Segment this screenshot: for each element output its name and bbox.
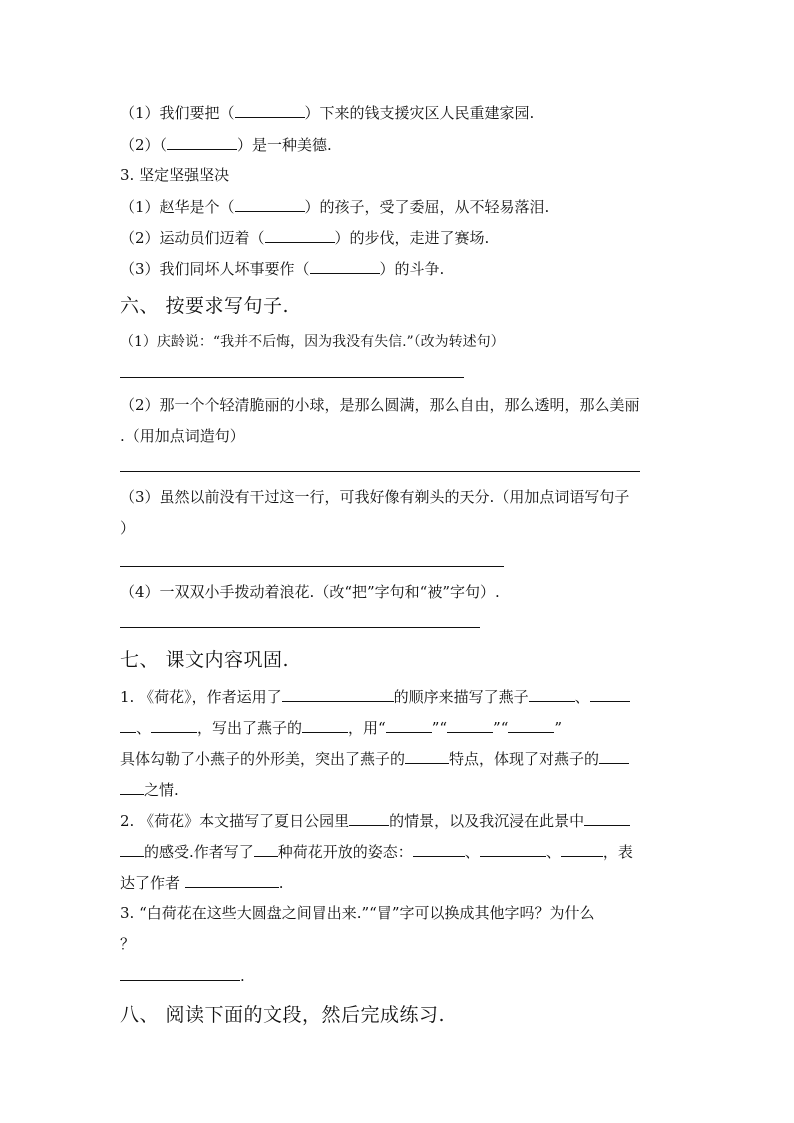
question-text: 的情景，以及我沉浸在此景中 [389,812,585,830]
fill-blank[interactable] [310,258,380,274]
fill-blank[interactable] [508,717,554,733]
question-line [120,965,245,986]
fill-blank[interactable] [302,717,348,733]
question-text: ）的孩子，受了委屈，从不轻易落泪. [304,198,550,216]
question-text: ？ [120,935,136,953]
question-line [120,686,630,707]
fill-blank[interactable] [599,748,629,764]
question-line [120,258,444,279]
question-text: 之情. [144,781,179,799]
question-text: . [278,874,284,892]
fill-blank[interactable] [561,841,603,857]
question-text: （3）我们同坏人坏事要作（ [120,260,310,278]
answer-line[interactable] [120,566,504,567]
question-text: （1）赵华是个（ [120,198,235,216]
question-line [120,196,549,217]
fill-blank[interactable] [584,810,630,826]
question-text: . [240,967,245,985]
fill-blank[interactable] [167,134,237,150]
question-text: ）下来的钱支援灾区人民重建家园. [304,104,535,122]
fill-blank[interactable] [120,841,144,857]
question-text: （2）那一个个轻清脆丽的小球，是那么圆满，那么自由，那么透明，那么美丽 [120,396,640,414]
question-line [120,134,332,155]
question-text: （4）一双双小手拨动着浪花.（改“把”字句和“被”字句）. [120,583,500,601]
question-text: 、 [545,843,561,861]
question-line [120,841,633,862]
question-line [120,779,179,800]
question-text: （2）运动员们迈着（ [120,229,265,247]
question-line [120,748,629,769]
question-text: （1）我们要把（ [120,104,235,122]
question-text: .（用加点词造句） [120,427,245,445]
question-text: 、 [464,843,480,861]
question-line [120,810,630,831]
question-text: 3. “白荷花在这些大圆盘之间冒出来.”“冒”字可以换成其他字吗？为什么 [120,904,595,922]
fill-blank[interactable] [529,686,575,702]
question-text: 2. 《荷花》本文描写了夏日公园里 [120,812,350,830]
fill-blank[interactable] [447,717,493,733]
fill-blank[interactable] [265,227,335,243]
question-text: 种荷花开放的姿态： [277,843,413,861]
section-title: 八、 阅读下面的文段，然后完成练习. [120,1004,446,1026]
fill-blank[interactable] [185,872,279,888]
question-heading: 3. 坚定坚强坚决 [120,166,230,184]
fill-blank[interactable] [590,686,630,702]
question-text: 特点，体现了对燕子的 [449,750,600,768]
question-text: ”“ [431,719,448,737]
fill-blank[interactable] [120,779,144,795]
fill-blank[interactable] [120,965,240,981]
question-text: （3）虽然以前没有干过这一行，可我好像有剃头的天分.（用加点词语写句子 [120,488,630,506]
question-text: （1）庆龄说：“我并不后悔，因为我没有失信.”（改为转述句） [120,334,505,350]
question-text: 1. 《荷花》，作者运用了 [120,688,282,706]
answer-line[interactable] [120,377,464,378]
question-text: 、 [136,719,152,737]
section-title: 七、 课文内容巩固. [120,649,290,671]
question-line [120,227,489,248]
answer-line[interactable] [120,471,640,472]
fill-blank[interactable] [282,686,394,702]
fill-blank[interactable] [235,102,305,118]
question-text: ）的斗争. [379,260,445,278]
fill-blank[interactable] [235,196,305,212]
question-text: ” [554,719,563,737]
question-line [120,872,284,893]
question-text: ）是一种美德. [237,136,332,154]
fill-blank[interactable] [405,748,449,764]
section-title: 六、 按要求写句子. [120,295,290,317]
fill-blank[interactable] [120,717,136,733]
question-text: 的感受.作者写了 [144,843,254,861]
question-text: ，用“ [348,719,386,737]
question-text: ，写出了燕子的 [197,719,303,737]
question-text: 具体勾勒了小燕子的外形美，突出了燕子的 [120,750,406,768]
question-line [120,102,534,123]
fill-blank[interactable] [480,841,546,857]
question-line [120,717,562,738]
question-text: ”“ [493,719,509,737]
question-text: （2）（ [120,136,168,154]
fill-blank[interactable] [386,717,432,733]
question-text: ）的步伐，走进了赛场. [334,229,490,247]
fill-blank[interactable] [151,717,197,733]
fill-blank[interactable] [413,841,465,857]
question-text: ） [120,519,136,537]
question-text: 的顺序来描写了燕子 [393,688,529,706]
question-text: 达了作者 [120,874,185,892]
question-text: 、 [574,688,590,706]
fill-blank[interactable] [254,841,278,857]
fill-blank[interactable] [349,810,389,826]
question-text: ，表 [602,843,633,861]
answer-line[interactable] [120,627,480,628]
